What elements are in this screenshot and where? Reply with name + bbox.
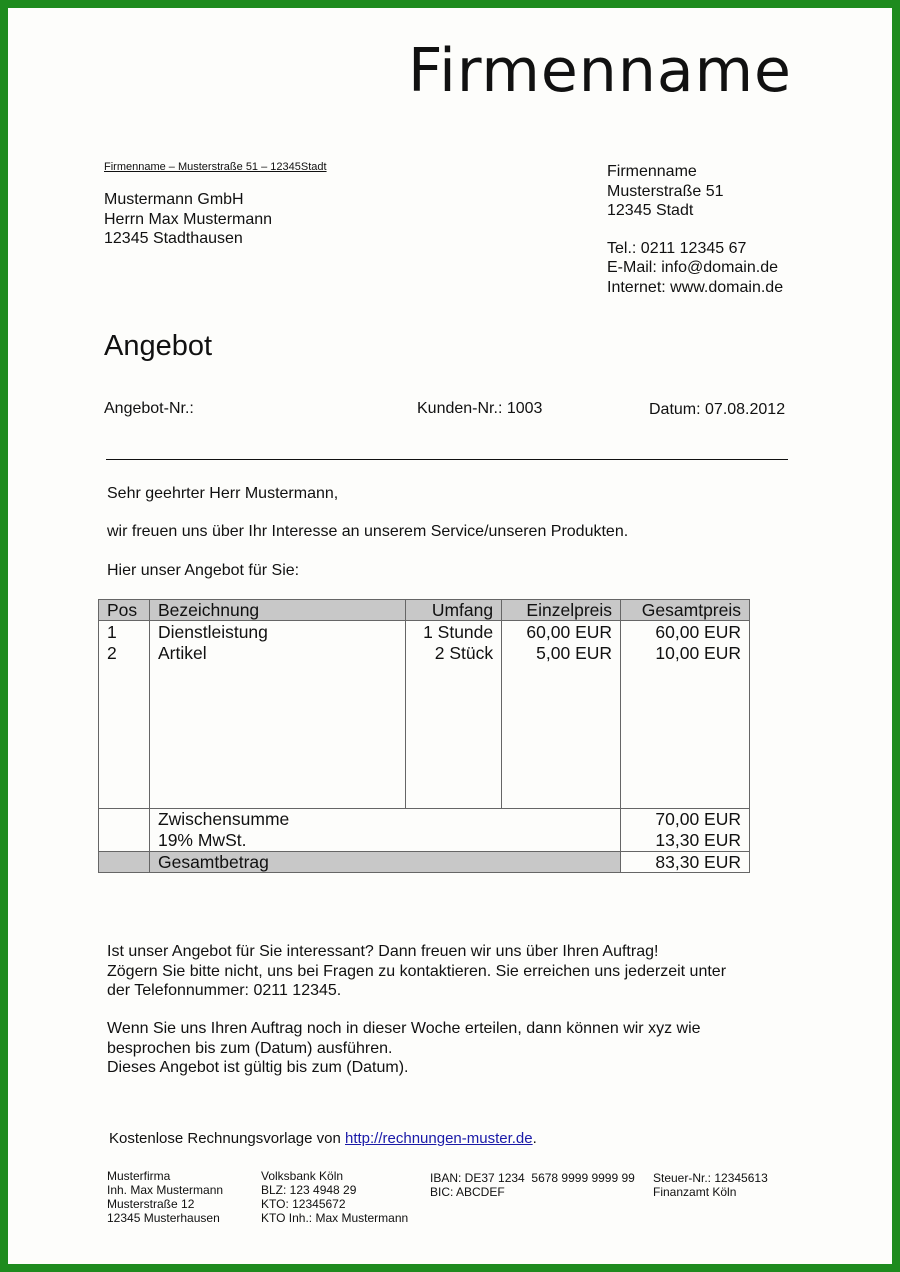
footer-line: KTO: 12345672: [261, 1197, 346, 1211]
company-address-line: Musterstraße 51: [607, 182, 724, 200]
footer-line: Finanzamt Köln: [653, 1185, 737, 1199]
sender-line: Firmenname – Musterstraße 51 – 12345Stadt: [104, 161, 327, 173]
closing-paragraph-1: [107, 942, 726, 1001]
document-title: Angebot: [104, 330, 213, 362]
text-line: Dieses Angebot ist gültig bis zum (Datum).: [107, 1059, 409, 1076]
table-cell: 60,00 EUR: [655, 622, 741, 642]
table-header-row: [99, 600, 750, 621]
footer-bank: [261, 1169, 408, 1225]
divider-line: [106, 459, 788, 460]
footer-company: [107, 1169, 223, 1225]
quantity-column: [406, 621, 502, 809]
footer-note: [109, 1130, 537, 1147]
footer-line: Musterfirma: [107, 1169, 171, 1183]
recipient-line: 12345 Stadthausen: [104, 230, 243, 247]
footer-line: KTO Inh.: Max Mustermann: [261, 1211, 409, 1225]
footer-line: 12345 Musterhausen: [107, 1211, 220, 1225]
footer-note-text: Kostenlose Rechnungsvorlage von: [109, 1130, 345, 1147]
company-address-line: Firmenname: [607, 163, 697, 180]
table-cell: 1: [107, 622, 117, 642]
table-cell: 1 Stunde: [423, 622, 494, 642]
description-column: [149, 621, 405, 809]
intro-text: wir freuen uns über Ihr Interesse an unserem Service/unseren Produkten.: [107, 523, 629, 540]
table-body: [99, 621, 750, 809]
total-price-column: [621, 621, 750, 809]
footer-note-suffix: .: [532, 1130, 537, 1147]
lead-text: Hier unser Angebot für Sie:: [107, 562, 300, 579]
text-line: Wenn Sie uns Ihren Auftrag noch in dieser Woche erteilen, dann können wir xyz wie: [107, 1020, 701, 1037]
column-header: Gesamtpreis: [621, 600, 750, 621]
offer-table: [98, 599, 750, 873]
table-cell: 2 Stück: [434, 643, 494, 663]
subtotal-label: Zwischensumme: [157, 809, 290, 829]
footer-line: BIC: ABCDEF: [430, 1185, 505, 1199]
table-cell: Dienstleistung: [157, 622, 268, 642]
text-line: der Telefonnummer: 0211 12345.: [107, 982, 342, 999]
footer-line: Musterstraße 12: [107, 1197, 195, 1211]
subtotal-row: [99, 809, 750, 852]
unit-price-column: [502, 621, 621, 809]
company-phone: Tel.: 0211 12345 67: [607, 239, 747, 257]
footer-line: IBAN: DE37 1234 5678 9999 9999 99: [430, 1171, 635, 1185]
customer-number: Kunden-Nr.: 1003: [417, 400, 543, 417]
company-title: Firmenname: [408, 36, 792, 106]
table-cell: 10,00 EUR: [655, 643, 741, 663]
salutation: Sehr geehrter Herr Mustermann,: [107, 485, 339, 502]
total-label: Gesamtbetrag: [149, 852, 620, 873]
column-header: Einzelpreis: [502, 600, 621, 621]
company-address-line: 12345 Stadt: [607, 202, 694, 219]
company-email: E-Mail: info@domain.de: [607, 259, 778, 276]
footer-line: Inh. Max Mustermann: [107, 1183, 224, 1197]
closing-paragraph-2: [107, 1019, 701, 1078]
vat-label: 19% MwSt.: [157, 830, 247, 850]
footer-tax: [653, 1171, 768, 1199]
company-info: [607, 162, 783, 297]
column-header: Umfang: [406, 600, 502, 621]
recipient-line: Herrn Max Mustermann: [104, 210, 273, 228]
footer-iban: [430, 1171, 635, 1199]
recipient-line: Mustermann GmbH: [104, 191, 244, 208]
column-header: Pos: [99, 600, 150, 621]
table-cell: 5,00 EUR: [536, 643, 613, 663]
table-cell: 2: [107, 643, 117, 663]
recipient-address: [104, 190, 272, 249]
template-link[interactable]: http://rechnungen-muster.de: [345, 1130, 533, 1147]
table-cell: 60,00 EUR: [526, 622, 613, 642]
total-value: 83,30 EUR: [621, 852, 750, 873]
footer-line: BLZ: 123 4948 29: [261, 1183, 357, 1197]
total-row: [99, 852, 750, 873]
pos-column: [99, 621, 150, 809]
text-line: Zögern Sie bitte nicht, uns bei Fragen zu kontaktieren. Sie erreichen uns jederzeit unter: [107, 962, 727, 980]
text-line: Ist unser Angebot für Sie interessant? Dann freuen wir uns über Ihren Auftrag!: [107, 943, 659, 960]
company-website: Internet: www.domain.de: [607, 278, 784, 296]
footer-line: Steuer-Nr.: 12345613: [653, 1171, 768, 1185]
footer-line: Volksbank Köln: [261, 1169, 344, 1183]
table-cell: Artikel: [157, 643, 207, 663]
offer-number: Angebot-Nr.:: [104, 400, 194, 417]
subtotal-value: 70,00 EUR: [655, 809, 741, 829]
vat-value: 13,30 EUR: [655, 830, 741, 850]
text-line: besprochen bis zum (Datum) ausführen.: [107, 1039, 393, 1057]
document-date: Datum: 07.08.2012: [649, 401, 786, 418]
column-header: Bezeichnung: [149, 600, 405, 621]
